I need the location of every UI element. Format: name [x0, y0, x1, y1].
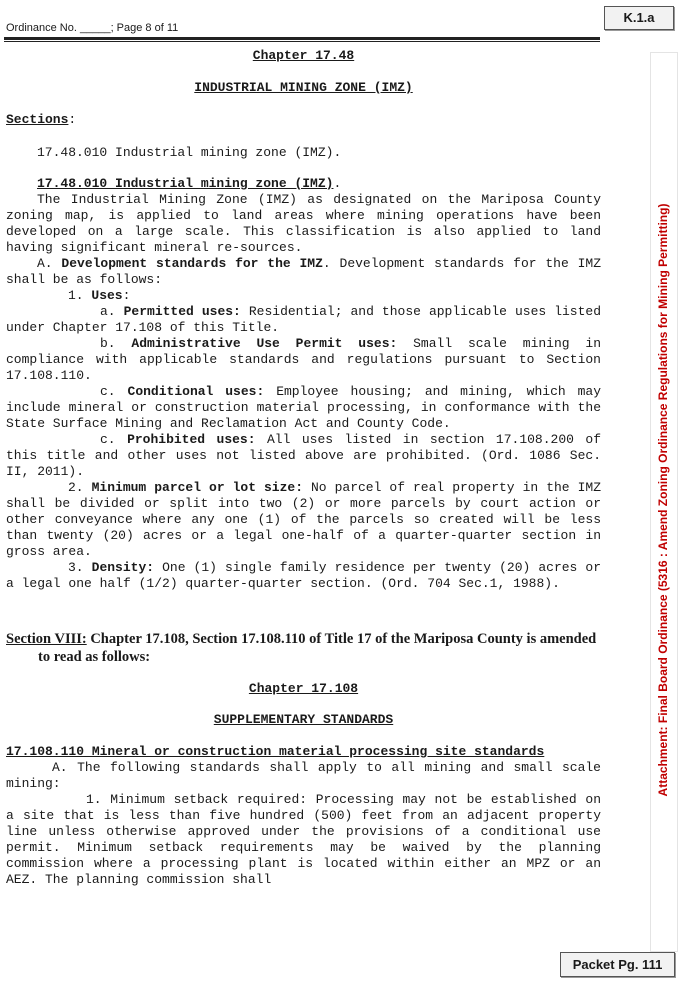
section-viii-text: Chapter 17.108, Section 17.108.110 of Title 17 of the Mariposa County is amended to read as follows:: [38, 631, 597, 665]
section-110-a-1: 1. Minimum setback required: Processing may not be established on a site that is less than five hundred (500) feet from an adjacent property line unless otherwise approved under the provisions of a conditional use permit. Minimum setback requirements may be waived by the planning commission where a processing plant is located within either an MPZ or an AEZ. The planning commission shall: [6, 792, 601, 887]
use-admin-permit-text: Small scale mining in compliance with applicable standards and regulations pursuant to Section 17.108.110.: [6, 336, 601, 383]
item-prefix: c.: [100, 432, 128, 447]
use-permitted: [6, 304, 601, 336]
standards-a: [6, 256, 601, 288]
chapter-2-title: Chapter 17.108: [248, 681, 359, 696]
item-prefix: A.: [37, 256, 62, 271]
item-prefix: b.: [100, 336, 132, 351]
item-prefix: a.: [100, 304, 124, 319]
attachment-label: Attachment: Final Board Ordinance (5316 : Amend Zoning Ordinance Regulations for Mining Permitting): [656, 203, 670, 797]
use-admin-permit-title: Administrative Use Permit uses:: [131, 336, 398, 351]
agenda-item-tag: K.1.a: [604, 6, 674, 30]
header-rule-thick: [4, 37, 600, 40]
standards-a-text: . Development standards for the IMZ shall be as follows:: [6, 256, 601, 287]
sections-label: Sections: [6, 112, 69, 127]
section-heading: [6, 176, 601, 192]
item-min-parcel: [6, 480, 601, 560]
sections-heading: [6, 112, 601, 128]
use-permitted-text: Residential; and those applicable uses listed under Chapter 17.108 of this Title.: [6, 304, 601, 335]
item-min-parcel-title: Minimum parcel or lot size:: [91, 480, 304, 495]
header-rule-thin: [4, 41, 600, 42]
ordinance-page-header: Ordinance No. _____; Page 8 of 11: [6, 22, 179, 34]
section-110-heading: 17.108.110 Mineral or construction material processing site standards: [6, 744, 545, 759]
chapter-title: Chapter 17.48: [252, 48, 355, 63]
use-conditional-text: Employee housing; and mining, which may include mineral or construction material processing, in conformance with the State Surface Mining and Reclamation Act and County Code.: [6, 384, 602, 431]
standards-a-title: Development standards for the IMZ: [61, 256, 323, 271]
section-viii-label: Section VIII:: [6, 631, 87, 647]
item-min-parcel-text: No parcel of real property in the IMZ shall be divided or split into two (2) or more parcels by court action or other conveyance where any one (1) of the parcels so created will be less than twenty (20) acres or a legal one-half of a quarter-quarter section in gross area.: [6, 480, 602, 559]
packet-page-number: Packet Pg. 111: [560, 952, 675, 977]
use-admin-permit: [6, 336, 601, 384]
use-prohibited: [6, 432, 601, 480]
item-prefix: 3.: [68, 560, 92, 575]
intro-paragraph: The Industrial Mining Zone (IMZ) as designated on the Mariposa County zoning map, is applied to land areas where mining operations have been developed on a large scale. This classification is also applied to land having significant mineral re-sources.: [6, 192, 601, 255]
toc-item: 17.48.010 Industrial mining zone (IMZ).: [37, 145, 342, 160]
item-density-title: Density:: [91, 560, 155, 575]
use-conditional-title: Conditional uses:: [127, 384, 265, 399]
item-uses-colon: :: [122, 288, 131, 303]
item-prefix: c.: [100, 384, 128, 399]
sections-colon: :: [68, 112, 77, 127]
section-viii: [6, 630, 601, 666]
item-density-text: One (1) single family residence per twenty (20) acres or a legal one half (1/2) quarter-quarter section. (Ord. 704 Sec.1, 1988).: [6, 560, 601, 591]
use-prohibited-title: Prohibited uses:: [127, 432, 256, 447]
chapter-2-subtitle: SUPPLEMENTARY STANDARDS: [213, 712, 394, 727]
item-density: [6, 560, 601, 592]
use-permitted-title: Permitted uses:: [123, 304, 241, 319]
use-conditional: [6, 384, 601, 432]
section-heading-text: 17.48.010 Industrial mining zone (IMZ): [37, 176, 334, 191]
chapter-subtitle: INDUSTRIAL MINING ZONE (IMZ): [194, 80, 413, 95]
item-uses: [6, 288, 601, 304]
item-uses-title: Uses: [91, 288, 123, 303]
document-body: [6, 46, 601, 888]
use-prohibited-text: All uses listed in section 17.108.200 of this title and other uses not listed above are prohibited. (Ord. 1086 Sec. II, 2011).: [6, 432, 601, 479]
item-prefix: 2.: [68, 480, 92, 495]
section-heading-period: .: [333, 176, 342, 191]
item-prefix: 1.: [68, 288, 92, 303]
section-110-a: A. The following standards shall apply to all mining and small scale mining:: [6, 760, 601, 791]
